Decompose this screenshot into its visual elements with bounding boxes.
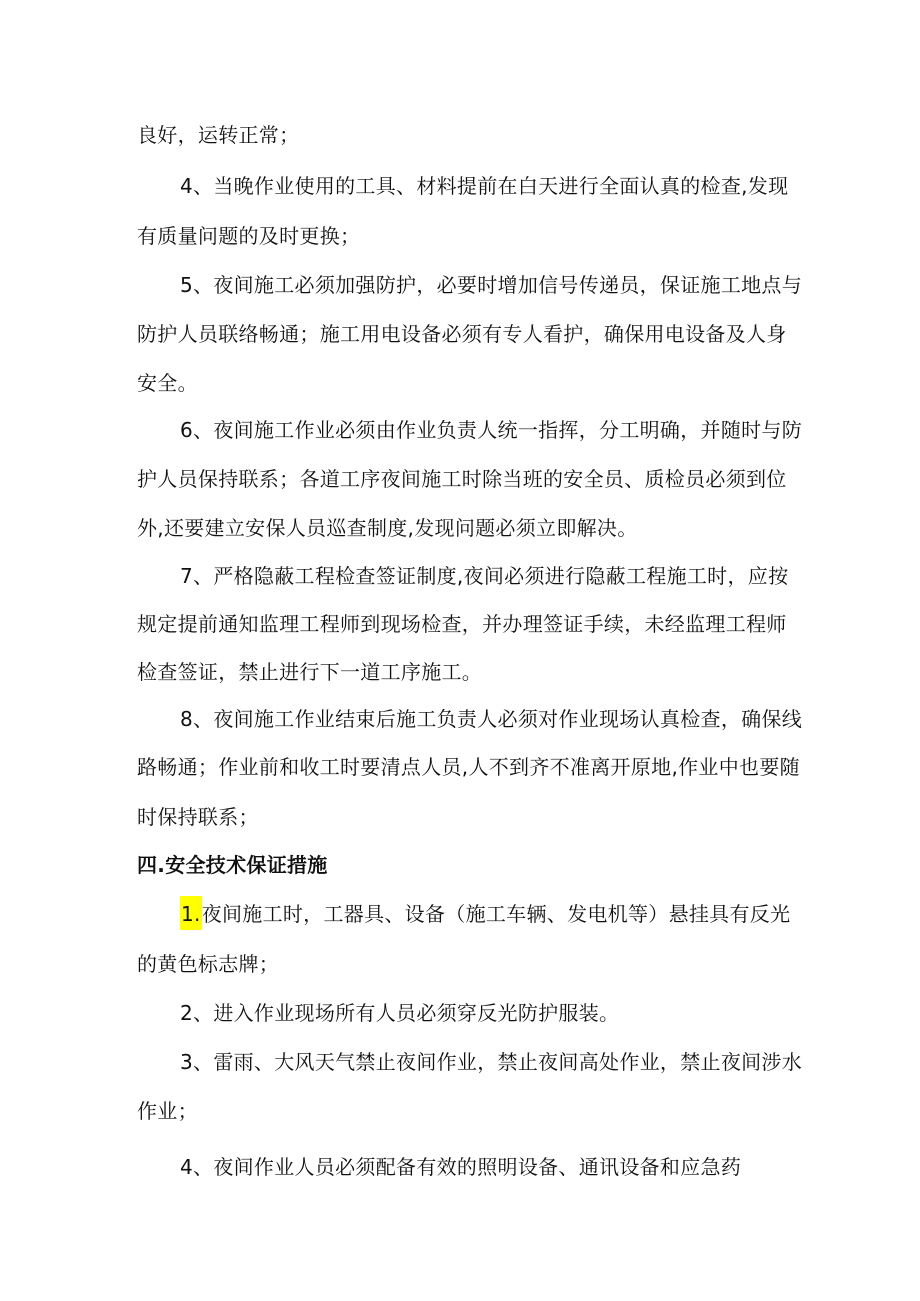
paragraph-line: 时保持联系； [137,805,259,829]
paragraph-line: 外,还要建立安保人员巡查制度,发现问题必须立即解决。 [137,516,638,540]
paragraph-line: 3、雷雨、大风天气禁止夜间作业，禁止夜间高处作业，禁止夜间涉水 [180,1050,803,1074]
section-heading: 四.安全技术保证措施 [137,853,328,877]
paragraph-line: 规定提前通知监理工程师到现场检查，并办理签证手续，未经监理工程师 [137,612,787,636]
paragraph-line: 的黄色标志牌； [137,952,280,976]
highlighted-item-number: 1. [180,896,202,930]
paragraph-line: 7、严格隐蔽工程检查签证制度,夜间必须进行隐蔽工程施工时，应按 [180,564,789,588]
paragraph-line: 4、当晚作业使用的工具、材料提前在白天进行全面认真的检查,发现 [180,174,789,198]
paragraph-line: 安全。 [137,371,198,395]
paragraph-line: 5、夜间施工必须加强防护，必要时增加信号传递员，保证施工地点与 [180,273,803,297]
paragraph-line: 防护人员联络畅通；施工用电设备必须有专人看护，确保用电设备及人身 [137,322,787,346]
paragraph-line: 路畅通；作业前和收工时要清点人员,人不到齐不准离开原地,作业中也要随 [137,755,800,779]
paragraph-line: 6、夜间施工作业必须由作业负责人统一指挥，分工明确，并随时与防 [180,418,803,442]
paragraph-line: 良好，运转正常； [137,123,300,147]
paragraph-line: 检查签证，禁止进行下一道工序施工。 [137,660,483,684]
paragraph-line: 2、进入作业现场所有人员必须穿反光防护服装。 [180,1001,620,1025]
item-1-text: 夜间施工时，工器具、设备（施工车辆、发电机等）悬挂具有反光 [201,902,791,926]
paragraph-line: 作业； [137,1099,198,1123]
paragraph-line: 4、夜间作业人员必须配备有效的照明设备、通讯设备和应急药 [180,1155,742,1179]
paragraph-line: 护人员保持联系；各道工序夜间施工时除当班的安全员、质检员必须到位 [137,467,787,491]
paragraph-line: 8、夜间施工作业结束后施工负责人必须对作业现场认真检查，确保线 [180,707,803,731]
item-1-line [180,900,790,930]
paragraph-line: 有质量问题的及时更换； [137,224,361,248]
